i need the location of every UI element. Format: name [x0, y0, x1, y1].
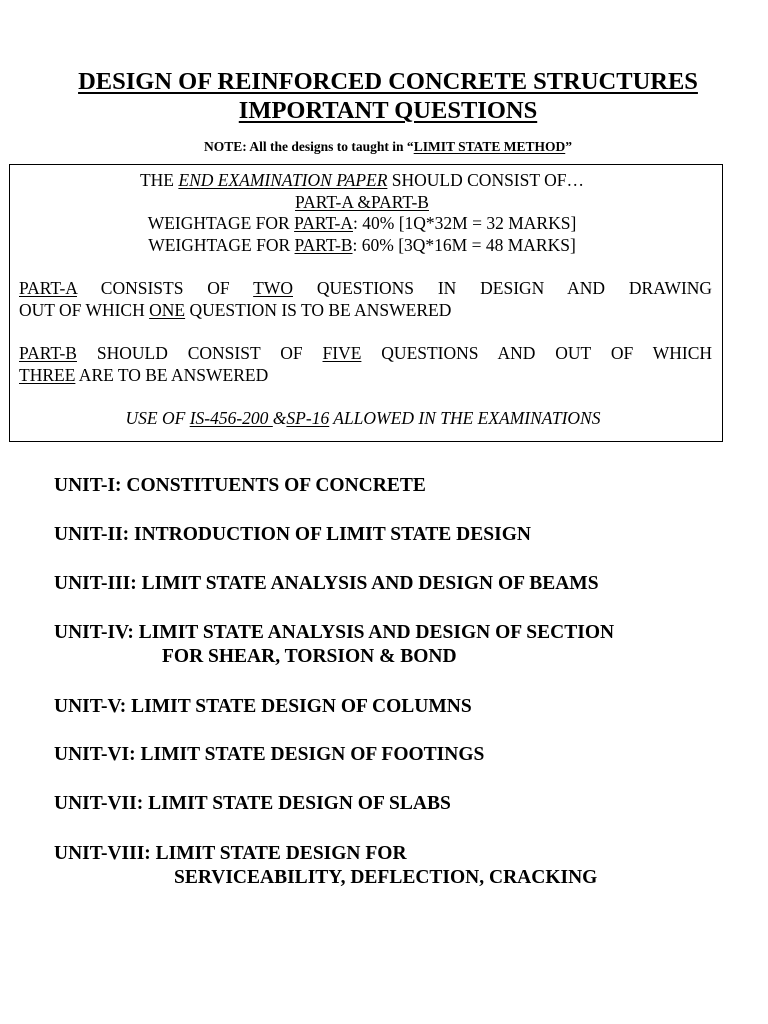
- is-456-code: IS-456-200: [189, 408, 273, 428]
- box-word: QUESTIONS: [381, 343, 479, 363]
- box-text: THE: [139, 170, 179, 190]
- unit-2-heading: UNIT-II: INTRODUCTION OF LIMIT STATE DESIGN: [54, 524, 531, 545]
- box-line-parts: PART-A &PART-B: [295, 192, 429, 212]
- part-b-label: PART-B: [19, 343, 77, 363]
- box-text: &: [272, 408, 287, 428]
- note-prefix: NOTE: All the designs to taught in “: [204, 139, 414, 154]
- unit-6-heading: UNIT-VI: LIMIT STATE DESIGN OF FOOTINGS: [54, 744, 485, 765]
- part-a-label: PART-A: [294, 213, 353, 233]
- box-line-part-a-desc-2: [19, 300, 451, 321]
- box-word: OF: [610, 343, 634, 363]
- document-subtitle: IMPORTANT QUESTIONS: [238, 97, 538, 124]
- end-exam-paper-text: END EXAMINATION PAPER: [178, 170, 388, 190]
- box-text: USE OF: [125, 408, 190, 428]
- box-line-codes-allowed: [7, 408, 719, 429]
- unit-4-heading: UNIT-IV: LIMIT STATE ANALYSIS AND DESIGN OF SECTION: [54, 622, 615, 643]
- box-text: ARE TO BE ANSWERED: [75, 365, 269, 385]
- two-label: TWO: [253, 278, 293, 298]
- sp-16-code: SP-16: [286, 408, 330, 428]
- box-word: DRAWING: [628, 278, 713, 298]
- three-label: THREE: [19, 365, 76, 385]
- box-word: WHICH: [652, 343, 713, 363]
- box-word: AND: [567, 278, 606, 298]
- box-line-end-exam: [6, 170, 718, 191]
- unit-3-heading: UNIT-III: LIMIT STATE ANALYSIS AND DESIGN OF BEAMS: [54, 573, 599, 594]
- box-text: SHOULD CONSIST OF…: [387, 170, 584, 190]
- box-line-weightage-b: [6, 235, 718, 256]
- note-line: [4, 139, 768, 155]
- box-word: OF: [207, 278, 230, 298]
- box-text: WEIGHTAGE FOR: [147, 213, 295, 233]
- box-line-part-a-desc: [19, 278, 712, 299]
- unit-1-heading: UNIT-I: CONSTITUENTS OF CONCRETE: [54, 475, 426, 496]
- box-line-part-b-desc: [19, 343, 712, 364]
- box-text: : 60% [3Q*16M = 48 MARKS]: [352, 235, 576, 255]
- note-method: LIMIT STATE METHOD: [413, 139, 566, 154]
- box-word: SHOULD: [96, 343, 168, 363]
- box-word: CONSISTS: [100, 278, 184, 298]
- box-line-weightage-a: [6, 213, 718, 234]
- unit-4-heading-cont: FOR SHEAR, TORSION & BOND: [162, 646, 457, 667]
- exam-pattern-box: [9, 164, 723, 442]
- box-word: QUESTIONS: [316, 278, 415, 298]
- box-word: AND: [497, 343, 536, 363]
- box-text: WEIGHTAGE FOR: [148, 235, 295, 255]
- box-word: IN: [437, 278, 457, 298]
- box-word: OUT: [555, 343, 591, 363]
- one-label: ONE: [149, 300, 186, 320]
- box-text: : 40% [1Q*32M = 32 MARKS]: [353, 213, 577, 233]
- box-word: OF: [280, 343, 303, 363]
- part-a-label: PART-A: [19, 278, 77, 298]
- box-line-part-b-desc-2: [19, 365, 268, 386]
- box-word: CONSIST: [187, 343, 261, 363]
- unit-7-heading: UNIT-VII: LIMIT STATE DESIGN OF SLABS: [54, 793, 451, 814]
- note-suffix: ”: [565, 139, 572, 154]
- part-b-label: PART-B: [294, 235, 353, 255]
- unit-5-heading: UNIT-V: LIMIT STATE DESIGN OF COLUMNS: [54, 696, 472, 717]
- unit-8-heading-cont: SERVICEABILITY, DEFLECTION, CRACKING: [174, 867, 598, 888]
- box-word: DESIGN: [480, 278, 545, 298]
- box-text: QUESTION IS TO BE ANSWERED: [185, 300, 452, 320]
- unit-8-heading: UNIT-VIII: LIMIT STATE DESIGN FOR: [54, 843, 407, 864]
- box-text: OUT OF WHICH: [19, 300, 150, 320]
- five-label: FIVE: [322, 343, 362, 363]
- box-text: ALLOWED IN THE EXAMINATIONS: [329, 408, 601, 428]
- document-title: DESIGN OF REINFORCED CONCRETE STRUCTURES: [78, 68, 698, 95]
